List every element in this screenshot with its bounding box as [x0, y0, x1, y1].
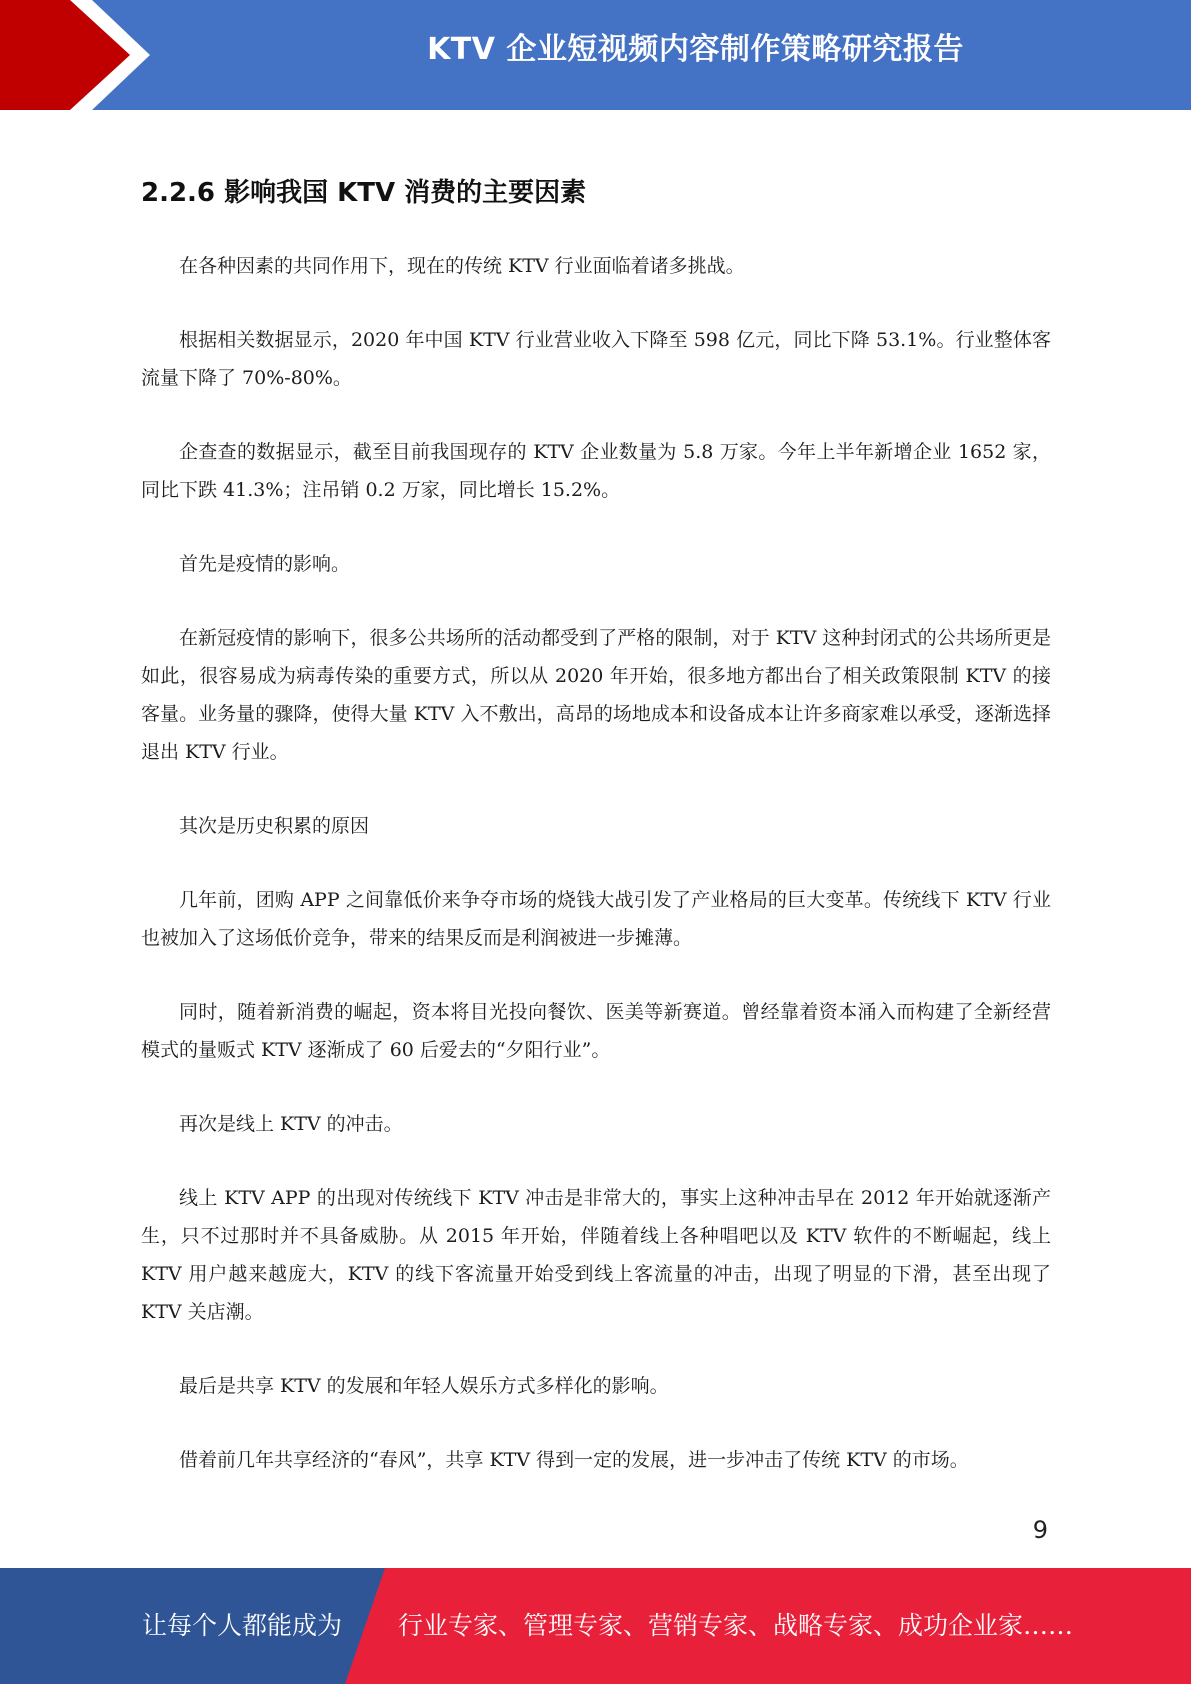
- paragraph: 其次是历史积累的原因: [179, 815, 370, 837]
- page-header: [0, 0, 1191, 110]
- paragraph: 最后是共享 KTV 的发展和年轻人娱乐方式多样化的影响。: [179, 1375, 669, 1397]
- footer-slogan-right: 行业专家、管理专家、营销专家、战略专家、成功企业家……: [398, 1611, 1074, 1640]
- report-title: KTV 企业短视频内容制作策略研究报告: [427, 32, 964, 67]
- paragraph: 再次是线上 KTV 的冲击。: [179, 1113, 403, 1135]
- paragraph: 几年前，团购 APP 之间靠低价来争夺市场的烧钱大战引发了产业格局的巨大变革。传统线下 KTV 行业也被加入了这场低价竞争，带来的结果反而是利润被进一步摊薄。: [141, 889, 1051, 949]
- footer-slogan-left: 让每个人都能成为: [142, 1611, 343, 1640]
- paragraph: 同时，随着新消费的崛起，资本将目光投向餐饮、医美等新赛道。曾经靠着资本涌入而构建了全新经营模式的量贩式 KTV 逐渐成了 60 后爱去的“夕阳行业”。: [141, 1001, 1051, 1061]
- page-footer: [0, 1568, 1191, 1684]
- paragraph: 借着前几年共享经济的“春风”，共享 KTV 得到一定的发展，进一步冲击了传统 KTV 的市场。: [179, 1449, 969, 1471]
- paragraph: 线上 KTV APP 的出现对传统线下 KTV 冲击是非常大的，事实上这种冲击早在 2012 年开始就逐渐产生，只不过那时并不具备威胁。从 2015 年开始，伴随着线上各种唱吧以及 KTV 软件的不断崛起，线上 KTV 用户越来越庞大，KTV 的线下客流量开始受到线上客流量的冲击，出现了明显的下滑，甚至出现了 KTV 关店潮。: [141, 1187, 1051, 1323]
- paragraph: 首先是疫情的影响。: [179, 553, 351, 575]
- main-content: [141, 160, 1051, 1515]
- paragraph: 在各种因素的共同作用下，现在的传统 KTV 行业面临着诸多挑战。: [179, 255, 745, 277]
- page-number: 9: [1032, 1516, 1048, 1544]
- paragraph: 在新冠疫情的影响下，很多公共场所的活动都受到了严格的限制，对于 KTV 这种封闭式的公共场所更是如此，很容易成为病毒传染的重要方式，所以从 2020 年开始，很多地方都出台了相关政策限制 KTV 的接客量。业务量的骤降，使得大量 KTV 入不敷出，高昂的场地成本和设备成本让许多商家难以承受，逐渐选择退出 KTV 行业。: [141, 627, 1051, 763]
- section-heading: 2.2.6 影响我国 KTV 消费的主要因素: [141, 178, 587, 208]
- paragraph: 根据相关数据显示，2020 年中国 KTV 行业营业收入下降至 598 亿元，同比下降 53.1%。行业整体客流量下降了 70%-80%。: [141, 329, 1051, 389]
- header-arrow-decoration: [0, 0, 160, 110]
- paragraph: 企查查的数据显示，截至目前我国现存的 KTV 企业数量为 5.8 万家。今年上半年新增企业 1652 家，同比下跌 41.3%；注吊销 0.2 万家，同比增长 15.2%。: [141, 441, 1051, 501]
